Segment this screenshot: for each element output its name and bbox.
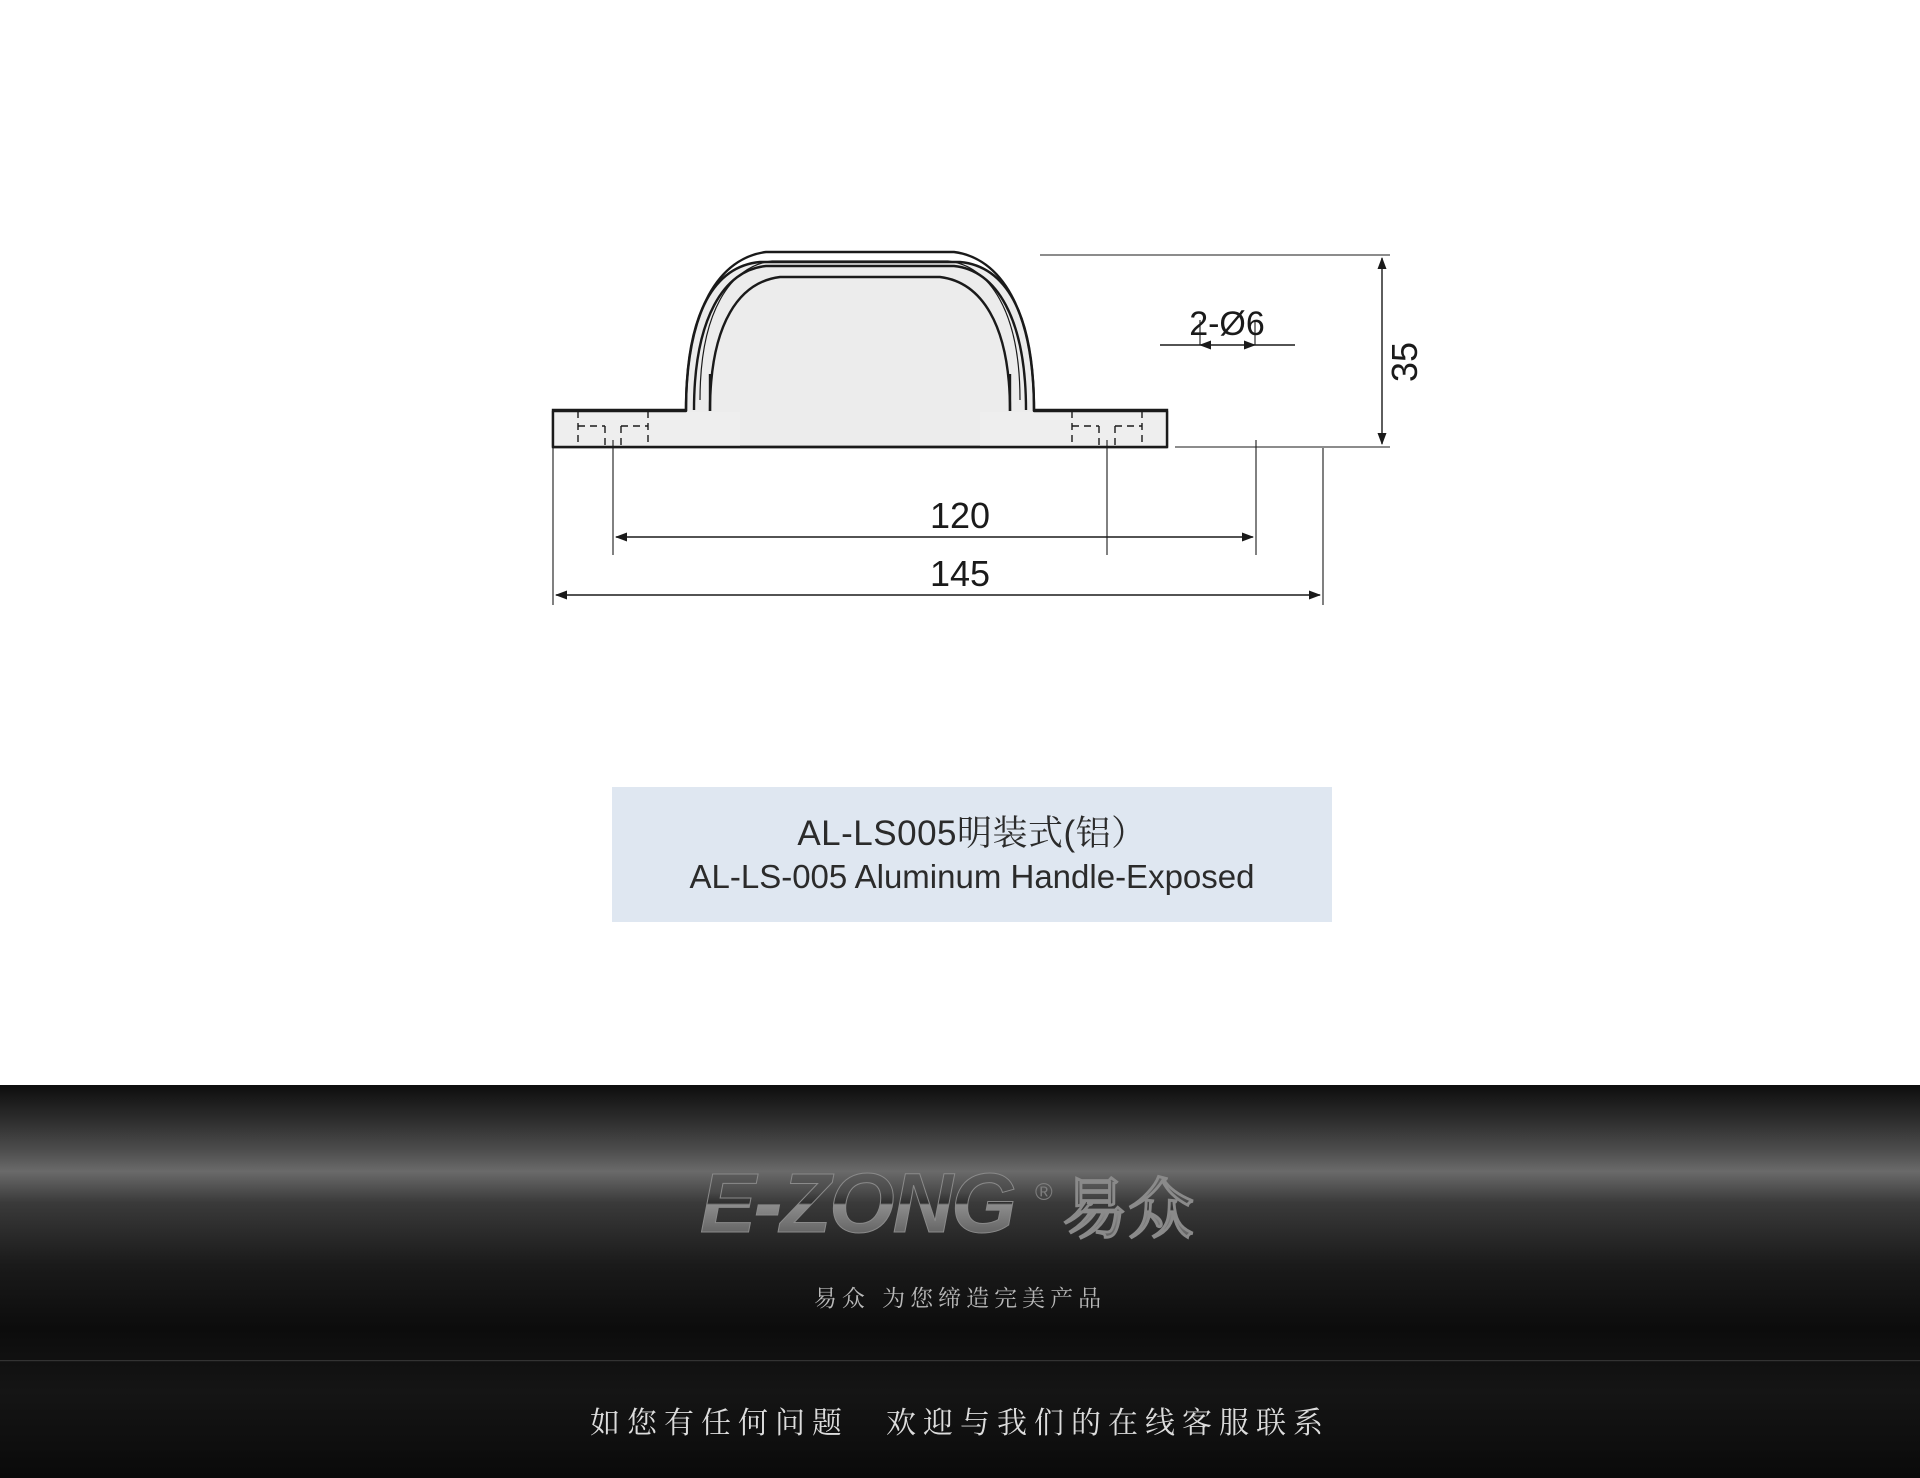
logo-wordmark: E-ZONG [700, 1160, 1015, 1250]
brand-logo [0, 1160, 1920, 1257]
product-caption [612, 787, 1332, 922]
footer-contact-text: 如您有任何问题 欢迎与我们的在线客服联系 [590, 1406, 1330, 1441]
dimension-label-hole: 2-Ø6 [1189, 305, 1265, 343]
dimension-overall-length [556, 553, 1320, 595]
dimension-label-120: 120 [929, 495, 991, 536]
footer-slogan: 易众 为您缔造完美产品 [813, 1286, 1107, 1312]
dimension-label-height: 35 [1384, 341, 1425, 383]
dimension-hole-callout [1160, 305, 1295, 345]
footer-divider [0, 1360, 1920, 1362]
dimension-hole-spacing [616, 495, 1253, 537]
ezong-logo-icon [700, 1160, 1220, 1252]
logo-chinese: 易众 [1062, 1171, 1194, 1248]
dimension-label-145: 145 [929, 553, 991, 594]
dimension-height [1382, 258, 1425, 444]
logo-registered-mark: ® [1035, 1179, 1053, 1206]
caption-chinese: AL-LS005明装式(铝） [797, 814, 1147, 853]
left-foot-fill [553, 412, 740, 447]
caption-english: AL-LS-005 Aluminum Handle-Exposed [689, 857, 1255, 895]
right-foot-fill [980, 412, 1167, 447]
footer-bar [0, 1085, 1920, 1478]
